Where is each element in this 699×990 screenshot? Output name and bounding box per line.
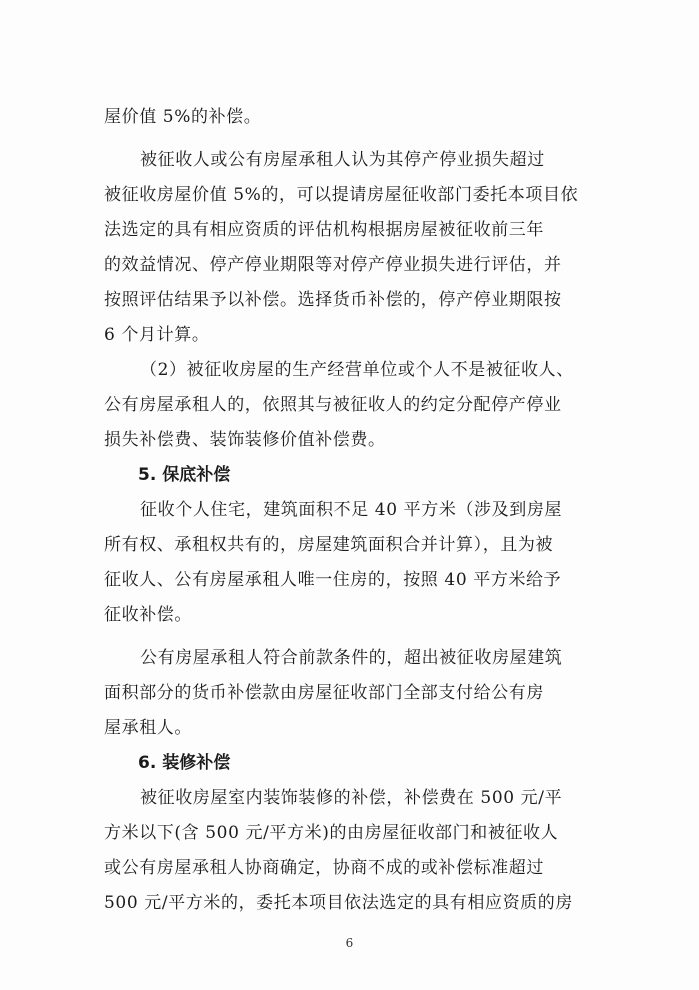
page-number: 6 (345, 936, 354, 950)
text-line: 屋承租人。 (104, 718, 192, 738)
text-line: 500 元/平方米的，委托本项目依法选定的具有相应资质的房 (104, 893, 573, 913)
paragraph-start: 被征收人或公有房屋承租人认为其停产停业损失超过 (140, 150, 545, 170)
paragraph-start: 征收个人住宅，建筑面积不足 40 平方米（涉及到房屋 (140, 500, 563, 520)
text-line: 屋价值 5%的补偿。 (104, 107, 262, 127)
text-line: 按照评估结果予以补偿。选择货币补偿的，停产停业期限按 (104, 290, 562, 310)
text-line: 损失补偿费、装饰装修价值补偿费。 (104, 430, 386, 450)
section-heading-6: 6. 装修补偿 (138, 753, 231, 773)
text-line: 公有房屋承租人的，依照其与被征收人的约定分配停产停业 (104, 395, 562, 415)
text-line: 被征收房屋价值 5%的，可以提请房屋征收部门委托本项目依 (104, 185, 579, 205)
text-line: 的效益情况、停产停业期限等对停产停业损失进行评估，并 (104, 255, 562, 275)
section-heading-5: 5. 保底补偿 (138, 465, 231, 485)
paragraph-start: 公有房屋承租人符合前款条件的，超出被征收房屋建筑 (140, 648, 563, 668)
text-line: 或公有房屋承租人协商确定，协商不成的或补偿标准超过 (104, 858, 544, 878)
text-line: 面积部分的货币补偿款由房屋征收部门全部支付给公有房 (104, 683, 544, 703)
paragraph-start: （2）被征收房屋的生产经营单位或个人不是被征收人、 (140, 360, 574, 380)
text-line: 所有权、承租权共有的，房屋建筑面积合并计算），且为被 (104, 535, 554, 555)
text-line: 征收补偿。 (104, 605, 192, 625)
text-line: 6 个月计算。 (104, 325, 210, 345)
text-line: 方米以下(含 500 元/平方米)的由房屋征收部门和被征收人 (104, 823, 559, 843)
paragraph-start: 被征收房屋室内装饰装修的补偿，补偿费在 500 元/平 (140, 788, 563, 808)
text-line: 法选定的具有相应资质的评估机构根据房屋被征收前三年 (104, 220, 544, 240)
text-line: 征收人、公有房屋承租人唯一住房的，按照 40 平方米给予 (104, 570, 562, 590)
body-text (104, 100, 604, 921)
